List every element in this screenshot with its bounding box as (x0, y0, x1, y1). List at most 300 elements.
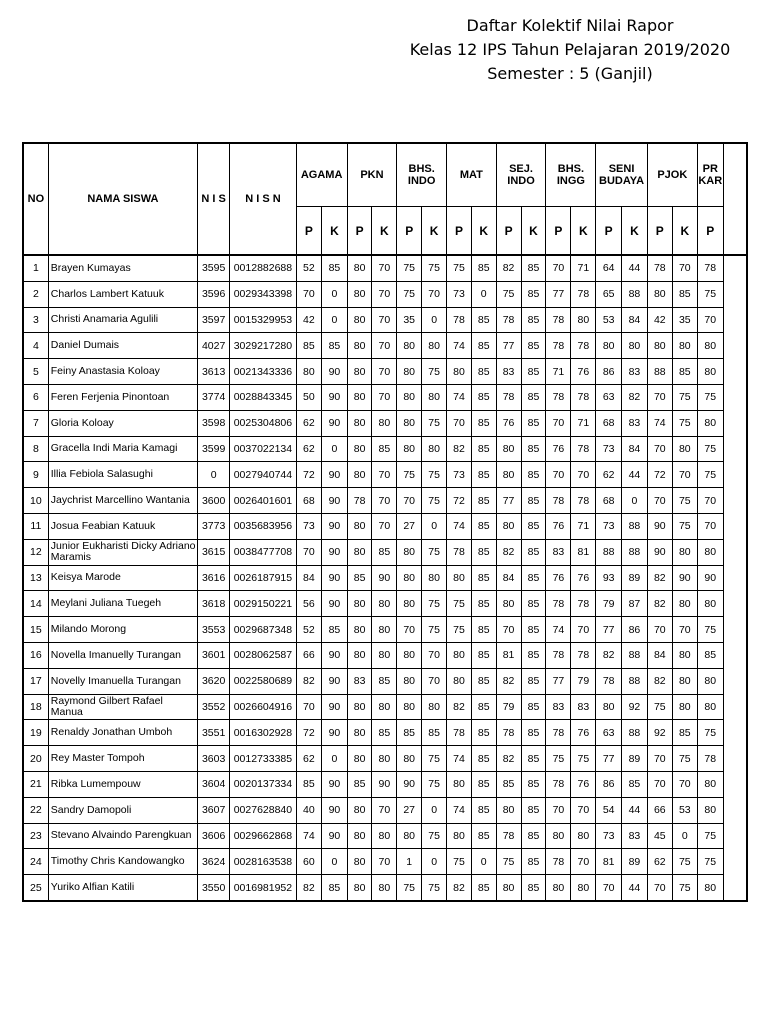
score-cell: 75 (422, 875, 447, 901)
score-cell: 80 (496, 462, 521, 488)
student-nis: 3553 (197, 617, 229, 643)
score-cell: 75 (422, 359, 447, 385)
score-cell: 66 (296, 642, 322, 668)
score-cell: 75 (422, 488, 447, 514)
score-cell: 85 (521, 720, 546, 746)
score-cell: 80 (347, 436, 372, 462)
score-cell: 80 (397, 823, 422, 849)
row-number: 8 (23, 436, 48, 462)
score-cell: 80 (571, 823, 596, 849)
student-name: Gloria Koloay (48, 410, 197, 436)
score-cell: 44 (622, 255, 648, 281)
sub-header-p: P (546, 207, 571, 256)
score-cell: 84 (622, 307, 648, 333)
report-title: Daftar Kolektif Nilai Rapor (466, 16, 674, 35)
subject-header: BHS. INDO (397, 143, 447, 207)
score-cell: 81 (571, 539, 596, 565)
score-cell: 74 (447, 746, 472, 772)
score-cell: 86 (622, 617, 648, 643)
score-cell: 85 (521, 694, 546, 720)
score-cell: 73 (447, 281, 472, 307)
score-cell: 71 (571, 410, 596, 436)
score-cell: 85 (471, 307, 496, 333)
sub-header-k: K (521, 207, 546, 256)
score-cell: 76 (571, 720, 596, 746)
score-cell: 85 (397, 720, 422, 746)
score-cell: 80 (672, 539, 697, 565)
table-row (23, 488, 747, 514)
score-cell: 78 (546, 384, 571, 410)
score-cell: 90 (647, 539, 672, 565)
score-cell: 40 (296, 797, 322, 823)
score-cell: 80 (397, 410, 422, 436)
score-cell: 78 (697, 746, 723, 772)
score-cell: 80 (347, 359, 372, 385)
score-cell: 80 (596, 694, 622, 720)
score-cell: 75 (422, 617, 447, 643)
table-row (23, 281, 747, 307)
score-cell: 85 (521, 539, 546, 565)
row-number: 18 (23, 694, 48, 720)
grades-table-container (22, 142, 748, 908)
score-cell: 80 (447, 565, 472, 591)
score-cell: 0 (622, 488, 648, 514)
score-cell: 75 (447, 849, 472, 875)
score-cell: 80 (697, 539, 723, 565)
score-cell: 83 (496, 359, 521, 385)
score-cell: 90 (322, 359, 348, 385)
score-cell: 80 (571, 875, 596, 901)
score-cell: 45 (647, 823, 672, 849)
score-cell: 70 (296, 281, 322, 307)
score-cell: 66 (647, 797, 672, 823)
score-cell: 88 (622, 720, 648, 746)
score-cell: 80 (372, 591, 397, 617)
score-cell: 82 (447, 875, 472, 901)
score-cell: 70 (372, 359, 397, 385)
student-name: Gracella Indi Maria Kamagi (48, 436, 197, 462)
score-cell: 80 (347, 539, 372, 565)
score-cell: 62 (296, 436, 322, 462)
score-cell: 90 (322, 462, 348, 488)
score-cell: 80 (496, 436, 521, 462)
score-cell: 85 (521, 410, 546, 436)
score-cell: 80 (596, 333, 622, 359)
score-cell: 78 (447, 307, 472, 333)
score-cell: 85 (322, 333, 348, 359)
row-number: 16 (23, 642, 48, 668)
score-cell: 85 (521, 436, 546, 462)
student-name: Timothy Chris Kandowangko (48, 849, 197, 875)
score-cell: 85 (521, 565, 546, 591)
score-cell: 78 (571, 384, 596, 410)
subject-header: MAT (447, 143, 497, 207)
score-cell: 80 (347, 462, 372, 488)
student-nisn: 0026401601 (230, 488, 296, 514)
subject-header: AGAMA (296, 143, 347, 207)
score-cell: 75 (397, 255, 422, 281)
score-cell: 85 (372, 539, 397, 565)
row-number: 22 (23, 797, 48, 823)
score-cell: 80 (672, 668, 697, 694)
score-cell: 75 (422, 591, 447, 617)
score-cell: 90 (322, 642, 348, 668)
score-cell: 52 (296, 255, 322, 281)
score-cell: 80 (496, 797, 521, 823)
score-cell: 78 (546, 720, 571, 746)
student-nisn: 0026187915 (230, 565, 296, 591)
score-cell: 75 (397, 281, 422, 307)
score-cell: 0 (471, 281, 496, 307)
sub-header-p: P (347, 207, 372, 256)
score-cell: 62 (296, 746, 322, 772)
table-row (23, 849, 747, 875)
row-number: 20 (23, 746, 48, 772)
score-cell: 70 (372, 797, 397, 823)
score-cell: 80 (697, 694, 723, 720)
score-cell: 84 (622, 436, 648, 462)
score-cell: 80 (447, 668, 472, 694)
score-cell: 84 (296, 565, 322, 591)
score-cell: 75 (447, 617, 472, 643)
score-cell: 78 (571, 333, 596, 359)
score-cell: 85 (521, 333, 546, 359)
score-cell: 70 (372, 255, 397, 281)
score-cell: 78 (347, 488, 372, 514)
score-cell: 78 (447, 720, 472, 746)
score-cell: 79 (496, 694, 521, 720)
score-cell: 85 (521, 281, 546, 307)
score-cell: 82 (596, 642, 622, 668)
score-cell: 70 (546, 255, 571, 281)
score-cell: 80 (347, 720, 372, 746)
score-cell: 85 (471, 539, 496, 565)
score-cell: 70 (546, 462, 571, 488)
score-cell: 80 (397, 333, 422, 359)
score-cell: 90 (322, 694, 348, 720)
score-cell: 82 (296, 668, 322, 694)
sub-header-p: P (447, 207, 472, 256)
score-cell: 85 (296, 333, 322, 359)
score-cell: 80 (546, 823, 571, 849)
score-cell: 74 (546, 617, 571, 643)
row-number: 17 (23, 668, 48, 694)
score-cell: 72 (296, 462, 322, 488)
table-row (23, 875, 747, 901)
score-cell: 85 (521, 875, 546, 901)
student-nis: 3550 (197, 875, 229, 901)
row-number: 6 (23, 384, 48, 410)
score-cell: 85 (521, 642, 546, 668)
score-cell: 74 (447, 384, 472, 410)
score-cell: 80 (296, 359, 322, 385)
student-nis: 3615 (197, 539, 229, 565)
score-cell: 85 (372, 436, 397, 462)
student-nis: 3774 (197, 384, 229, 410)
score-cell: 70 (296, 539, 322, 565)
score-cell: 0 (422, 797, 447, 823)
score-cell: 77 (596, 746, 622, 772)
score-cell: 75 (672, 513, 697, 539)
score-cell: 80 (397, 359, 422, 385)
grades-table (22, 142, 748, 902)
score-cell: 75 (422, 462, 447, 488)
score-cell: 82 (496, 746, 521, 772)
row-number: 15 (23, 617, 48, 643)
student-nisn: 0028062587 (230, 642, 296, 668)
score-cell: 81 (496, 642, 521, 668)
score-cell: 80 (397, 591, 422, 617)
score-cell: 82 (447, 436, 472, 462)
score-cell: 75 (697, 436, 723, 462)
score-cell: 75 (697, 849, 723, 875)
score-cell: 89 (622, 565, 648, 591)
score-cell: 76 (571, 565, 596, 591)
score-cell: 90 (372, 771, 397, 797)
score-cell: 80 (571, 307, 596, 333)
score-cell: 75 (672, 746, 697, 772)
score-cell: 75 (447, 255, 472, 281)
student-name: Rey Master Tompoh (48, 746, 197, 772)
score-cell: 80 (347, 642, 372, 668)
score-cell: 70 (372, 384, 397, 410)
score-cell: 85 (672, 720, 697, 746)
row-number: 14 (23, 591, 48, 617)
row-number: 12 (23, 539, 48, 565)
score-cell: 27 (397, 513, 422, 539)
sub-header-k: K (622, 207, 648, 256)
score-cell: 80 (347, 333, 372, 359)
score-cell: 70 (672, 462, 697, 488)
score-cell: 85 (471, 591, 496, 617)
score-cell: 85 (471, 746, 496, 772)
score-cell: 80 (372, 875, 397, 901)
score-cell: 73 (296, 513, 322, 539)
score-cell: 85 (521, 668, 546, 694)
score-cell: 78 (496, 720, 521, 746)
score-cell: 75 (422, 746, 447, 772)
score-cell: 75 (672, 849, 697, 875)
student-nis: 3620 (197, 668, 229, 694)
score-cell: 80 (347, 849, 372, 875)
table-row (23, 384, 747, 410)
score-cell: 75 (546, 746, 571, 772)
score-cell: 80 (697, 797, 723, 823)
score-cell: 75 (672, 875, 697, 901)
table-row (23, 539, 747, 565)
row-number: 24 (23, 849, 48, 875)
score-cell: 44 (622, 462, 648, 488)
student-nisn: 0021343336 (230, 359, 296, 385)
student-nisn: 0027628840 (230, 797, 296, 823)
score-cell: 72 (447, 488, 472, 514)
student-nisn: 0038477708 (230, 539, 296, 565)
sub-header-k: K (322, 207, 348, 256)
student-nisn: 0029687348 (230, 617, 296, 643)
score-cell: 85 (471, 668, 496, 694)
score-cell: 62 (647, 849, 672, 875)
student-name: Yuriko Alfian Katili (48, 875, 197, 901)
sub-header-k: K (372, 207, 397, 256)
student-name: Brayen Kumayas (48, 255, 197, 281)
score-cell: 70 (372, 462, 397, 488)
score-cell: 71 (571, 513, 596, 539)
score-cell: 90 (322, 823, 348, 849)
score-cell: 80 (347, 307, 372, 333)
score-cell: 85 (672, 359, 697, 385)
score-cell: 78 (546, 591, 571, 617)
row-number: 9 (23, 462, 48, 488)
student-nisn: 0016302928 (230, 720, 296, 746)
score-cell: 85 (521, 462, 546, 488)
sub-header-p: P (296, 207, 322, 256)
score-cell: 68 (596, 410, 622, 436)
student-nis: 0 (197, 462, 229, 488)
score-cell: 92 (647, 720, 672, 746)
score-cell: 85 (347, 565, 372, 591)
student-nisn: 0029662868 (230, 823, 296, 849)
score-cell: 77 (496, 488, 521, 514)
score-cell: 80 (397, 694, 422, 720)
score-cell: 85 (521, 771, 546, 797)
sub-header-k: K (422, 207, 447, 256)
col-header-nis: N I S (197, 143, 229, 255)
score-cell: 90 (322, 488, 348, 514)
score-cell: 76 (546, 513, 571, 539)
student-nisn: 0016981952 (230, 875, 296, 901)
score-cell: 80 (697, 591, 723, 617)
score-cell: 90 (322, 565, 348, 591)
score-cell: 73 (447, 462, 472, 488)
score-cell: 80 (347, 823, 372, 849)
student-name: Raymond Gilbert Rafael Manua (48, 694, 197, 720)
score-cell: 70 (647, 384, 672, 410)
table-row (23, 694, 747, 720)
score-cell: 90 (322, 591, 348, 617)
score-cell: 75 (422, 771, 447, 797)
report-header (390, 14, 750, 86)
score-cell: 78 (546, 307, 571, 333)
student-nisn: 0022580689 (230, 668, 296, 694)
score-cell: 80 (347, 746, 372, 772)
score-cell: 86 (596, 359, 622, 385)
score-cell: 80 (546, 875, 571, 901)
table-row (23, 642, 747, 668)
col-header-no: NO (23, 143, 48, 255)
table-row (23, 771, 747, 797)
student-nisn: 0029343398 (230, 281, 296, 307)
table-row (23, 513, 747, 539)
table-row (23, 436, 747, 462)
score-cell: 86 (596, 771, 622, 797)
score-cell: 77 (496, 333, 521, 359)
score-cell: 85 (521, 746, 546, 772)
score-cell: 70 (546, 410, 571, 436)
score-cell: 90 (372, 565, 397, 591)
score-cell: 70 (372, 333, 397, 359)
score-cell: 93 (596, 565, 622, 591)
score-cell: 85 (471, 797, 496, 823)
score-cell: 78 (647, 255, 672, 281)
score-cell: 82 (496, 539, 521, 565)
subject-header: PKN (347, 143, 397, 207)
score-cell: 85 (471, 642, 496, 668)
score-cell: 70 (596, 875, 622, 901)
col-header-nisn: N I S N (230, 143, 296, 255)
score-cell: 80 (647, 281, 672, 307)
score-cell: 88 (622, 668, 648, 694)
score-cell: 80 (372, 617, 397, 643)
score-cell: 70 (397, 617, 422, 643)
score-cell: 85 (697, 642, 723, 668)
student-nis: 3599 (197, 436, 229, 462)
score-cell: 75 (697, 720, 723, 746)
score-cell: 80 (447, 359, 472, 385)
table-row (23, 746, 747, 772)
score-cell: 63 (596, 720, 622, 746)
table-row (23, 720, 747, 746)
score-cell: 85 (471, 875, 496, 901)
row-number: 5 (23, 359, 48, 385)
student-nis: 3618 (197, 591, 229, 617)
score-cell: 88 (622, 513, 648, 539)
score-cell: 90 (397, 771, 422, 797)
score-cell: 72 (647, 462, 672, 488)
score-cell: 80 (397, 746, 422, 772)
score-cell: 85 (347, 771, 372, 797)
score-cell: 70 (697, 513, 723, 539)
score-cell: 78 (571, 642, 596, 668)
score-cell: 85 (471, 333, 496, 359)
score-cell: 76 (496, 410, 521, 436)
score-cell: 85 (521, 513, 546, 539)
student-nisn: 0028843345 (230, 384, 296, 410)
score-cell: 82 (647, 668, 672, 694)
score-cell: 85 (471, 694, 496, 720)
student-name: Junior Eukharisti Dicky Adriano Maramis (48, 539, 197, 565)
student-name: Stevano Alvaindo Parengkuan (48, 823, 197, 849)
score-cell: 75 (422, 539, 447, 565)
score-cell: 82 (496, 255, 521, 281)
score-cell: 73 (596, 513, 622, 539)
score-cell: 80 (397, 384, 422, 410)
student-nis: 3613 (197, 359, 229, 385)
score-cell: 85 (471, 513, 496, 539)
score-cell: 83 (546, 694, 571, 720)
score-cell: 80 (422, 384, 447, 410)
score-cell: 84 (647, 642, 672, 668)
score-cell: 76 (546, 565, 571, 591)
score-cell: 42 (647, 307, 672, 333)
score-cell: 70 (372, 307, 397, 333)
score-cell: 80 (347, 513, 372, 539)
score-cell: 80 (496, 513, 521, 539)
score-cell: 53 (596, 307, 622, 333)
score-cell: 78 (571, 436, 596, 462)
score-cell: 85 (521, 255, 546, 281)
score-cell: 75 (672, 384, 697, 410)
score-cell: 80 (697, 410, 723, 436)
score-cell: 80 (372, 642, 397, 668)
score-cell: 88 (622, 642, 648, 668)
score-cell: 70 (372, 849, 397, 875)
student-name: Ribka Lumempouw (48, 771, 197, 797)
score-cell: 75 (647, 694, 672, 720)
score-cell: 85 (471, 565, 496, 591)
student-nis: 3595 (197, 255, 229, 281)
student-name: Illia Febiola Salasughi (48, 462, 197, 488)
score-cell: 70 (496, 617, 521, 643)
